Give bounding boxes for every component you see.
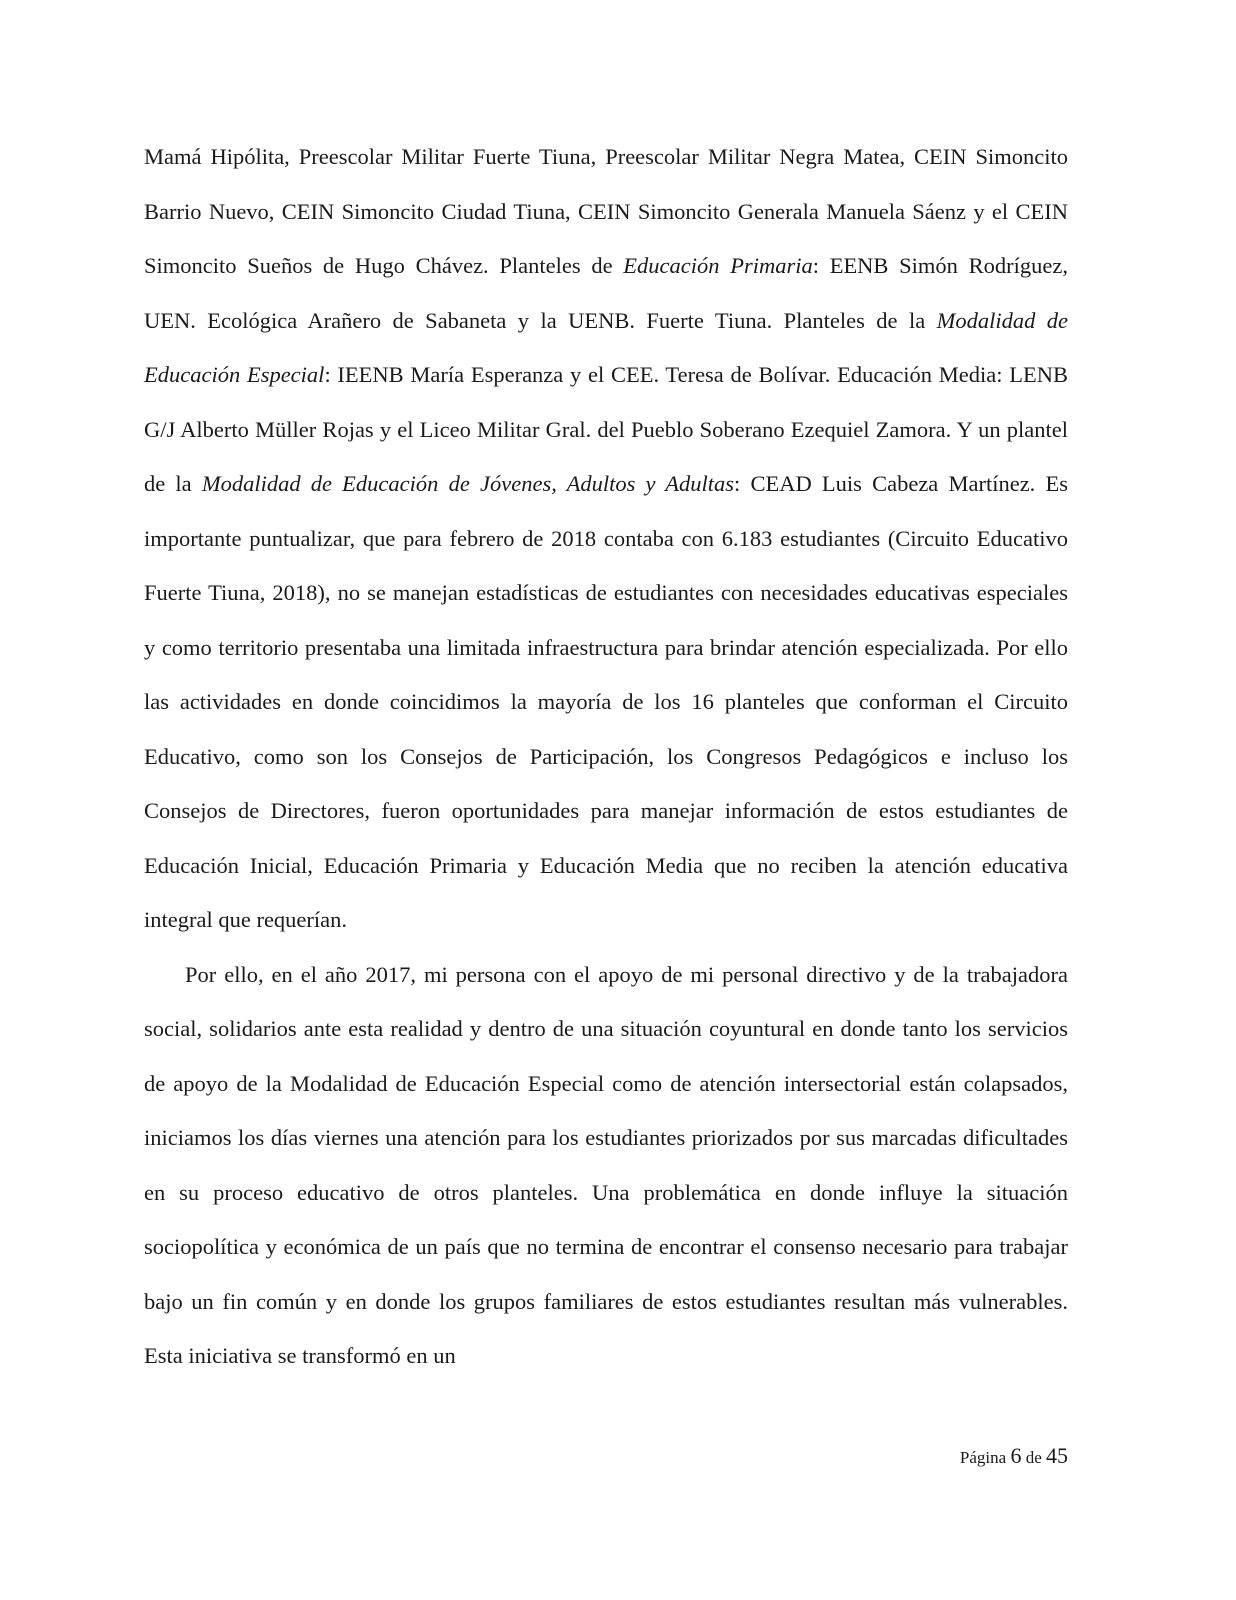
paragraph-1-italic-3: Modalidad de Educación de Jóvenes, Adultos y Adultas: [201, 471, 735, 496]
paragraph-1-text-3: : IEENB María Esperanza y el CEE. Teresa de Bolívar. Educación Media: LENB G/J Alberto Müller Rojas y el Liceo Militar Gral. del Pueblo Soberano Ezequiel Zamora. Y un plantel de la: [144, 362, 1068, 496]
page-label: Página: [959, 1448, 1007, 1467]
page-total: 45: [1046, 1443, 1068, 1468]
paragraph-2: [144, 948, 1068, 1384]
paragraph-1-italic-1: Educación Primaria: [623, 253, 813, 278]
page-separator: de: [1025, 1448, 1042, 1467]
paragraph-2-text: Por ello, en el año 2017, mi persona con el apoyo de mi personal directivo y de la trabajadora social, solidarios ante esta realidad y dentro de una situación coyuntural en donde tanto los servicios de apoyo de la Modalidad de Educación Especial como de atención intersectorial están colapsados, iniciamos los días viernes una atención para los estudiantes priorizados por sus marcadas dificultades en su proceso educativo de otros planteles. Una problemática en donde influye la situación sociopolítica y económica de un país que no termina de encontrar el consenso necesario para trabajar bajo un fin común y en donde los grupos familiares de estos estudiantes resultan más vulnerables. Esta iniciativa se transformó en un: [144, 961, 1068, 1368]
paragraph-1: [144, 130, 1068, 948]
body-text: [144, 130, 1068, 1384]
paragraph-1-italic-2: Modalidad de Educación Especial: [144, 307, 1068, 387]
paragraph-1-text-1: Mamá Hipólita, Preescolar Militar Fuerte Tiuna, Preescolar Militar Negra Matea, CEIN Simoncito Barrio Nuevo, CEIN Simoncito Ciudad Tiuna, CEIN Simoncito Generala Manuela Sáenz y el CEIN Simoncito Sueños de Hugo Chávez. Planteles de: [144, 144, 1068, 278]
paragraph-1-text-4: : CEAD Luis Cabeza Martínez. Es importante puntualizar, que para febrero de 2018 contaba con 6.183 estudiantes (Circuito Educativo Fuerte Tiuna, 2018), no se manejan estadísticas de estudiantes con necesidades educativas especiales y como territorio presentaba una limitada infraestructura para brindar atención especializada. Por ello las actividades en donde coincidimos la mayoría de los 16 planteles que conforman el Circuito Educativo, como son los Consejos de Participación, los Congresos Pedagógicos e incluso los Consejos de Directores, fueron oportunidades para manejar información de estos estudiantes de Educación Inicial, Educación Primaria y Educación Media que no reciben la atención educativa integral que requerían.: [144, 471, 1068, 932]
page-number: [960, 1443, 1068, 1469]
paragraph-1-text-2: : EENB Simón Rodríguez, UEN. Ecológica Arañero de Sabaneta y la UENB. Fuerte Tiuna. Planteles de la: [144, 253, 1068, 333]
page-current: 6: [1010, 1443, 1022, 1468]
